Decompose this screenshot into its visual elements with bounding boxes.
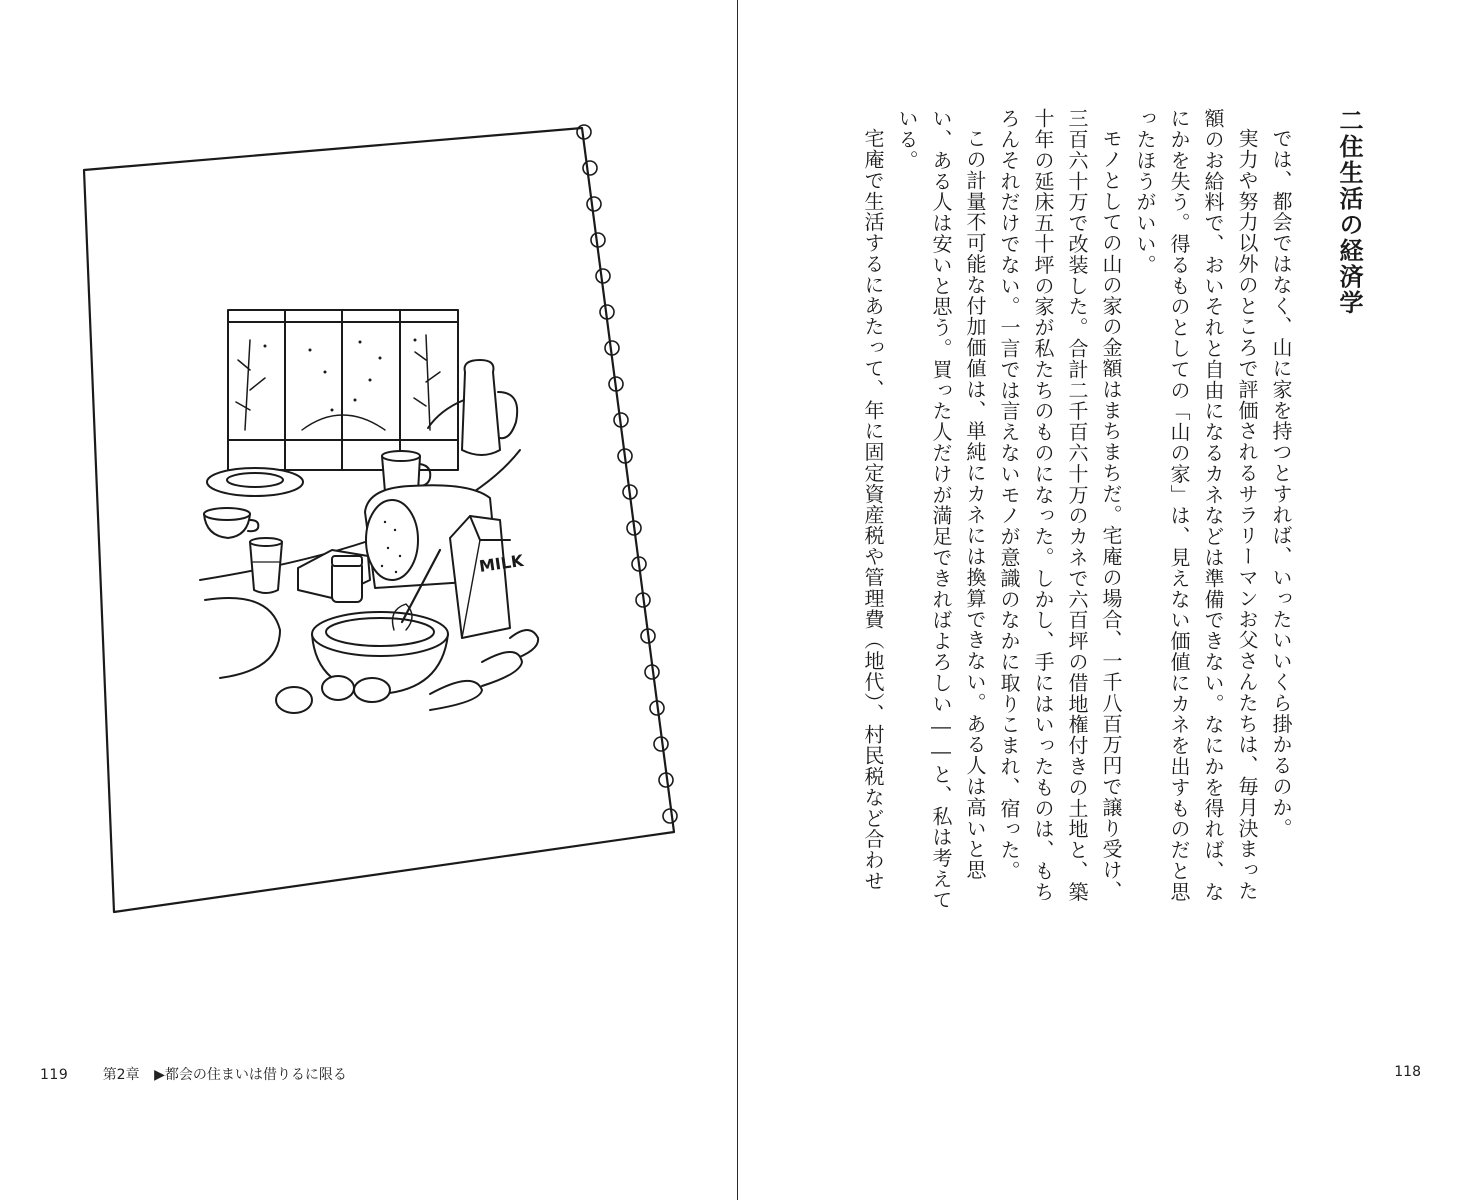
page-number-left: 119 <box>40 1067 69 1083</box>
paragraph: モノとしての山の家の金額はまちまちだ。宅庵の場合、一千八百万円で譲り受け、三百六十万で改装した。合計二千百六十万のカネで六百坪の借地権付きの土地と、築十年の延床五十坪の家が私たちのものになった。しかし、手にはいったものは、もちろんそれだけでない。一言では言えないモノが意識のなかに取りこまれ、宿った。 <box>997 108 1123 903</box>
right-page <box>738 0 1476 1200</box>
paragraph: この計量不可能な付加価値は、単純にカネには換算できない。ある人は高いと思い、ある人は安いと思う。買った人だけが満足できればよろしい――と、私は考えている。 <box>895 108 987 911</box>
paragraph: 実力や努力以外のところで評価されるサラリーマンお父さんたちは、毎月決まった額のお給料で、おいそれと自由になるカネなどは準備できない。なにかを得れば、なにかを失う。得るものとしての「山の家」は、見えない価値にカネを出すものだと思ったほうがいい。 <box>1133 108 1259 903</box>
chapter-label: 第2章 <box>102 1067 140 1083</box>
paragraph: では、都会ではなく、山に家を持つとすれば、いったいいくら掛かるのか。 <box>1269 128 1293 839</box>
vertical-text-body <box>856 108 1366 914</box>
left-footer <box>40 1064 347 1084</box>
left-page <box>0 0 737 1200</box>
page-number-right: 118 <box>1394 1064 1421 1080</box>
kitchen-illustration <box>70 110 710 930</box>
running-header: ▶都会の住まいは借りるに限る <box>154 1067 347 1083</box>
paragraph: 宅庵で生活するにあたって、年に固定資産税や管理費（地代）、村民税など合わせ <box>861 128 885 892</box>
section-heading: 二住生活の経済学 <box>1335 108 1363 316</box>
milk-label: MILK <box>477 550 525 576</box>
